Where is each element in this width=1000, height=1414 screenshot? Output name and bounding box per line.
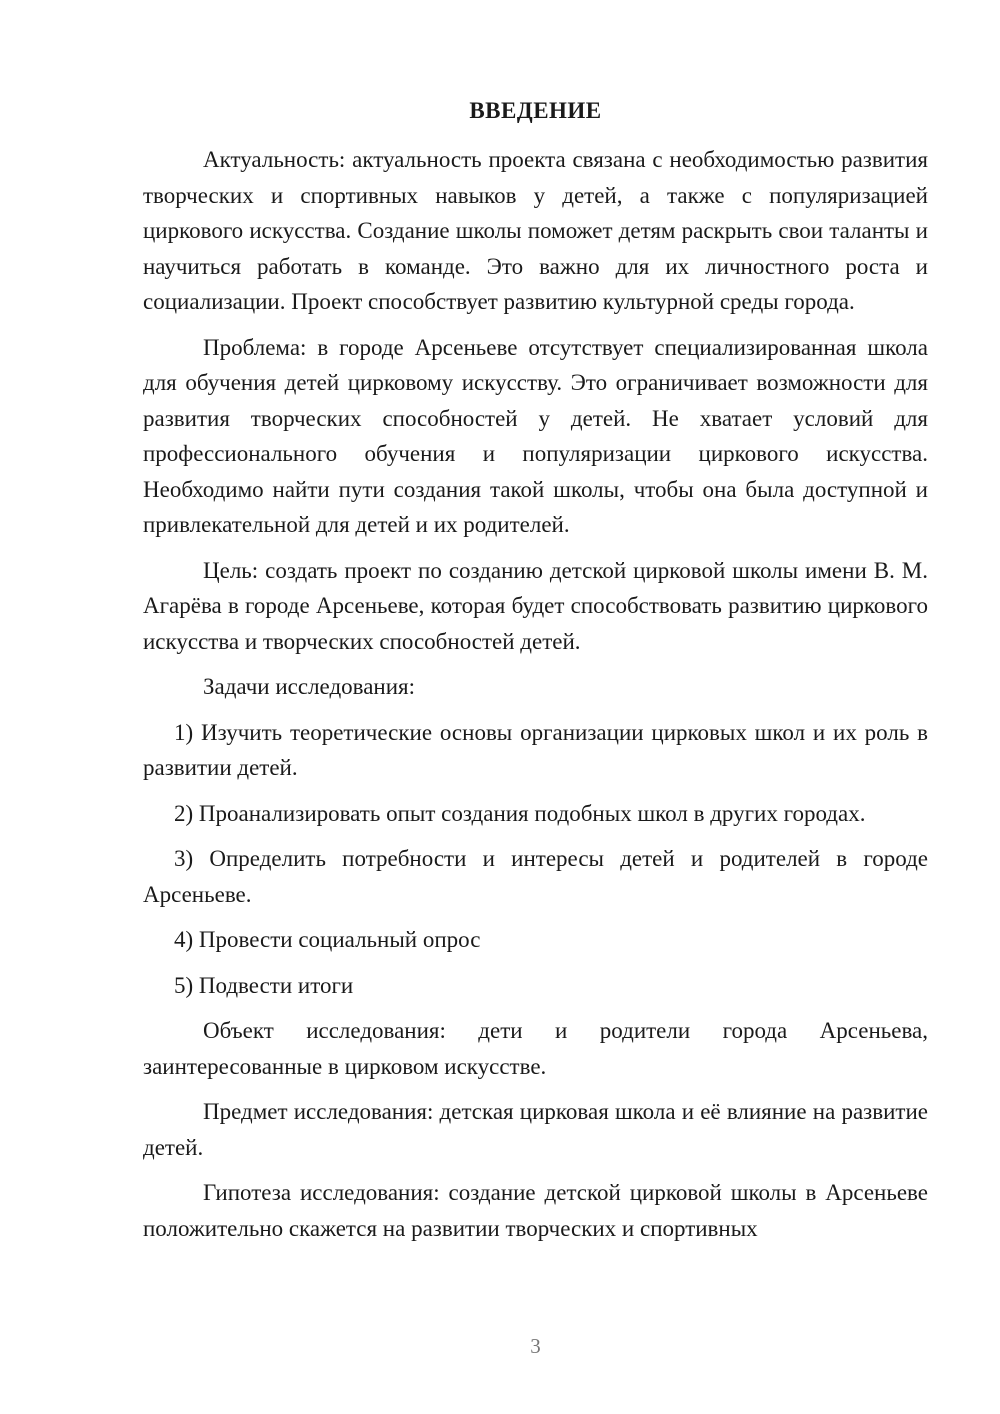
paragraph-relevance: Актуальность: актуальность проекта связана с необходимостью развития творческих и спортивных навыков у детей, а также с популяризацией циркового искусства. Создание школы поможет детям раскрыть свои таланты и научиться работать в команде. Это важно для их личностного роста и социализации. Проект способствует развитию культурной среды города.: [143, 147, 928, 314]
page-number: 3: [530, 1334, 541, 1358]
paragraph-object: Объект исследования: дети и родители города Арсеньева, заинтересованные в цирковом искусстве.: [143, 1018, 928, 1079]
task-item-4: 4) Провести социальный опрос: [174, 927, 481, 952]
section-title: ВВЕДЕНИЕ: [469, 98, 602, 123]
paragraph-goal: Цель: создать проект по созданию детской цирковой школы имени В. М. Агарёва в городе Арсеньеве, которая будет способствовать развитию циркового искусства и творческих способностей детей.: [143, 557, 928, 654]
task-item-5: 5) Подвести итоги: [174, 972, 354, 998]
paragraph-tasks-heading: Задачи исследования:: [203, 674, 416, 699]
task-item-1: 1) Изучить теоретические основы организации цирковых школ и их роль в развитии детей.: [143, 719, 928, 780]
paragraph-hypothesis: Гипотеза исследования: создание детской цирковой школы в Арсеньеве положительно скажется на развитии творческих и спортивных: [143, 1180, 928, 1241]
task-item-3: 3) Определить потребности и интересы детей и родителей в городе Арсеньеве.: [143, 846, 928, 907]
paragraph-problem: Проблема: в городе Арсеньеве отсутствует специализированная школа для обучения детей цирковому искусству. Это ограничивает возможности для развития творческих способностей у детей. Не хватает условий для профессионального обучения и популяризации циркового искусства. Необходимо найти пути создания такой школы, чтобы она была доступной и привлекательной для детей и их родителей.: [143, 334, 928, 537]
document-body: [143, 142, 928, 1256]
document-page: [143, 0, 928, 1414]
paragraph-subject: Предмет исследования: детская цирковая школа и её влияние на развитие детей.: [143, 1099, 928, 1160]
task-item-2: 2) Проанализировать опыт создания подобных школ в других городах.: [174, 800, 866, 826]
